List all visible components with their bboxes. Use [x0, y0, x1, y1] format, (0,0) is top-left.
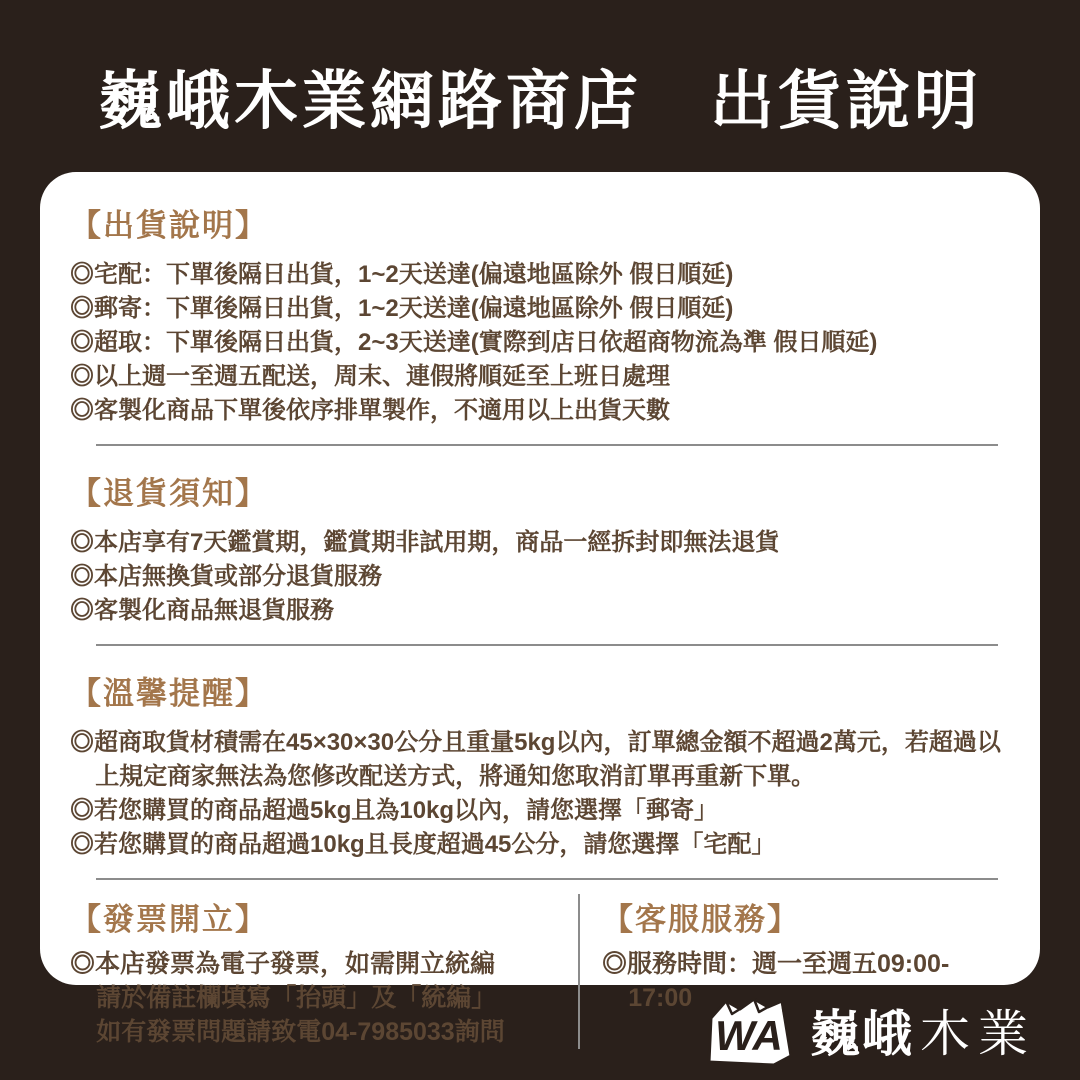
- list-item: ◎客製化商品無退貨服務: [70, 597, 334, 624]
- brand-name-light: 木業: [920, 1006, 1036, 1062]
- section-divider: [96, 444, 998, 446]
- shipping-list: [70, 258, 1010, 428]
- section-divider: [96, 878, 998, 880]
- list-item: ◎宅配：下單後隔日出貨，1~2天送達(偏遠地區除外 假日順延): [70, 261, 734, 288]
- section-reminder: [70, 668, 1010, 862]
- section-heading-service: 【客服服務】: [602, 902, 800, 937]
- section-heading-returns: 【退貨須知】: [70, 476, 268, 511]
- returns-list: [70, 526, 1010, 628]
- section-divider: [96, 644, 998, 646]
- list-item: ◎超取：下單後隔日出貨，2~3天送達(實際到店日依超商物流為準 假日順延): [70, 329, 878, 356]
- section-returns: [70, 468, 1010, 628]
- list-item: ◎若您購買的商品超過5kg且為10kg以內，請您選擇「郵寄」: [70, 797, 719, 824]
- wa-block-icon: [698, 992, 796, 1068]
- list-item: ◎超商取貨材積需在45×30×30公分且重量5kg以內，訂單總金額不超過2萬元，若超過以上規定商家無法為您修改配送方式，將通知您取消訂單再重新下單。: [70, 729, 1001, 790]
- invoice-list: [70, 947, 568, 1049]
- list-item: ◎本店發票為電子發票，如需開立統編: [70, 950, 496, 978]
- list-item: ◎若您購買的商品超過10kg且長度超過45公分，請您選擇「宅配」: [70, 831, 776, 858]
- list-item: ◎本店享有7天鑑賞期，鑑賞期非試用期，商品一經拆封即無法退貨: [70, 529, 780, 556]
- section-heading-reminder: 【溫馨提醒】: [70, 676, 268, 711]
- brand-name-bold: 巍峨: [810, 1006, 914, 1062]
- list-item: ◎郵寄：下單後隔日出貨，1~2天送達(偏遠地區除外 假日順延): [70, 295, 734, 322]
- svg-text:WA: WA: [715, 1012, 783, 1059]
- list-item: ◎以上週一至週五配送，周末、連假將順延至上班日處理: [70, 363, 670, 390]
- reminder-list: [70, 726, 1010, 862]
- section-heading-invoice: 【發票開立】: [70, 902, 268, 937]
- list-item: 如有發票問題請致電04-7985033詢問: [96, 1018, 505, 1046]
- brand-name: [810, 994, 1036, 1066]
- section-heading-shipping: 【出貨說明】: [70, 208, 268, 243]
- brand-logo: [698, 992, 1036, 1068]
- list-item: ◎本店無換貨或部分退貨服務: [70, 563, 382, 590]
- section-shipping: [70, 200, 1010, 428]
- list-item: 請於備註欄填寫「抬頭」及「統編」: [96, 984, 497, 1012]
- page-title: 巍峨木業網路商店 出貨說明: [98, 65, 982, 137]
- list-item: ◎客製化商品下單後依序排單製作，不適用以上出貨天數: [70, 397, 670, 424]
- list-item: ◎服務時間：週一至週五09:00-17:00: [602, 950, 950, 1012]
- invoice-column: [70, 894, 578, 1049]
